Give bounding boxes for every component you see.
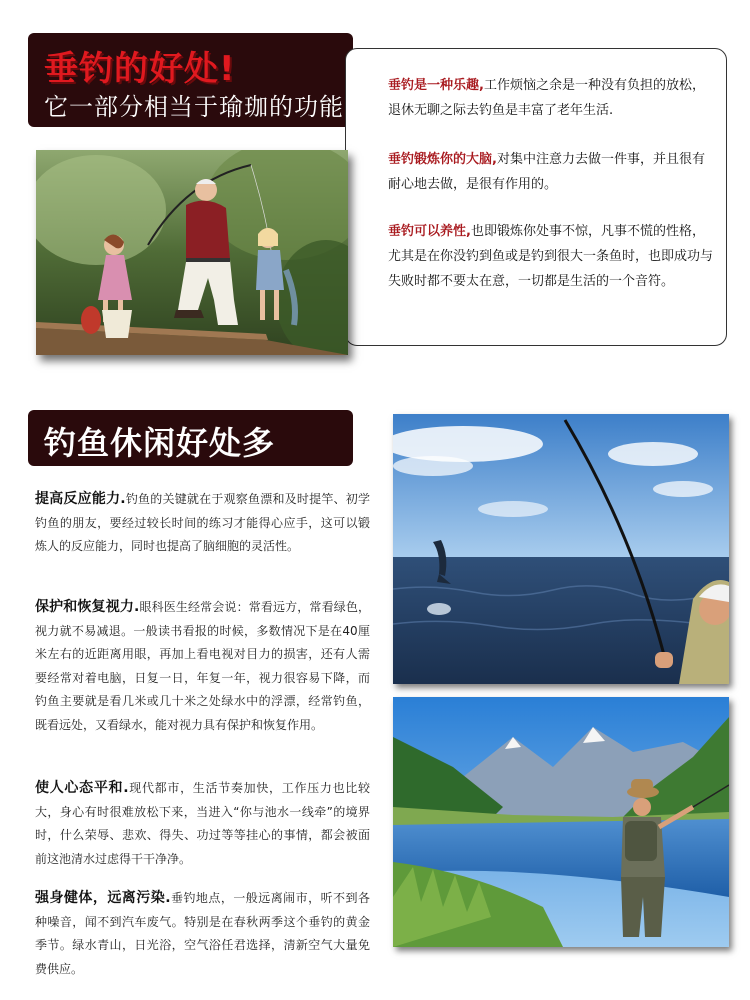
item-heading: 提高反应能力.: [35, 491, 126, 507]
paragraph-highlight: 垂钓可以养性,: [388, 224, 471, 239]
item-heading: 使人心态平和.: [35, 780, 129, 796]
paragraph-highlight: 垂钓锻炼你的大脑,: [388, 152, 497, 167]
banner-title: 钓鱼休闲好处多: [44, 424, 276, 462]
banner-title: 垂钓的好处!: [44, 49, 236, 89]
item-heading: 保护和恢复视力.: [35, 599, 140, 615]
item-text: 钓鱼的关键就在于观察鱼漂和及时提竿、初学钓鱼的朋友，要经过较长时间的练习才能得心应手，这可以锻炼人的反应能力，同时也提高了脑细胞的灵活性。: [35, 492, 370, 553]
item-text: 垂钓地点，一般远离闹市，听不到各种噪音，闻不到汽车废气。特别是在春秋两季这个垂钓的黄金季节。绿水青山，日光浴，空气浴任君选择，清新空气大量免费供应。: [35, 891, 370, 976]
item-heading: 强身健体，远离污染.: [35, 890, 171, 906]
paragraph-text: 对集中注意力去做一件事，并且很有耐心地去做，是很有作用的。: [388, 152, 705, 192]
photo-sea-fishing: [393, 414, 729, 684]
item-text: 眼科医生经常会说：常看远方，常看绿色，视力就不易减退。一般读书看报的时候，多数情况下是在40厘米左右的近距离用眼，再加上看电视对目力的损害，还有人需要经常对着电脑，日复一日，年复一年，视力很容易下降，而钓鱼主要就是看几米或几十米之处绿水中的浮漂，经常钓鱼，既看远处，又看绿水，能对视力具有保护和恢复作用。: [35, 600, 370, 732]
paragraph-brain: [388, 147, 713, 197]
item-health: [35, 887, 370, 981]
item-reaction: [35, 488, 370, 559]
paragraph-fun: [388, 73, 713, 123]
banner-benefits: [28, 33, 353, 127]
benefits-text-box: [345, 48, 727, 346]
paragraph-text: 也即锻炼你处事不惊，凡事不慌的性格，尤其是在你没钓到鱼或是钓到很大一条鱼时，也即成功与失败时都不要太在意，一切都是生活的一个音符。: [388, 224, 714, 289]
banner-subtitle: 它一部分相当于瑜珈的功能: [44, 93, 344, 121]
paragraph-highlight: 垂钓是一种乐趣,: [388, 78, 484, 93]
photo-family-fishing: [36, 150, 348, 355]
item-text: 现代都市，生活节奏加快，工作压力也比较大，身心有时很难放松下来，当进入“你与池水一线牵”的境界时，什么荣辱、悲欢、得失、功过等等挂心的事情，都会被面前这池清水过虑得干干净净。: [35, 781, 370, 866]
banner-leisure-benefits: [28, 410, 353, 466]
item-calm: [35, 777, 370, 871]
paragraph-text: 工作烦恼之余是一种没有负担的放松，退休无聊之际去钓鱼是丰富了老年生活.: [388, 78, 705, 118]
photo-river-fishing: [393, 697, 729, 947]
paragraph-temper: [388, 219, 713, 294]
item-eyesight: [35, 596, 370, 737]
